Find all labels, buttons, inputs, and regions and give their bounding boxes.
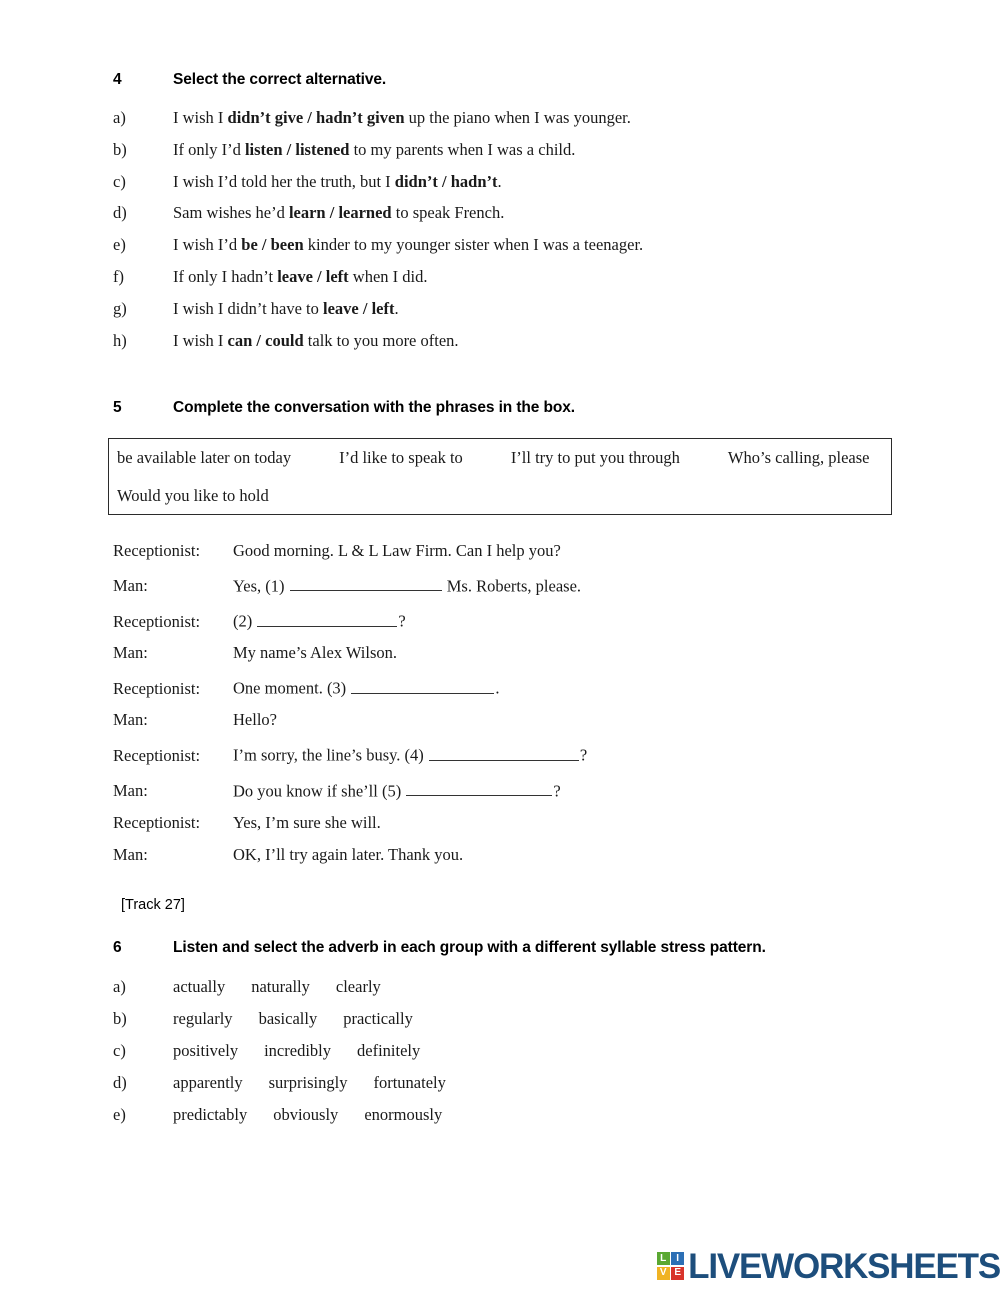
item-letter: d) xyxy=(113,1073,127,1092)
item-text[interactable] xyxy=(173,139,933,159)
dialogue-text-pre: Do you know if she’ll (5) xyxy=(233,781,406,801)
exercise-4-title: Select the correct alternative. xyxy=(173,71,387,88)
liveworksheets-logo[interactable] xyxy=(657,1244,1000,1288)
exercise-4-item xyxy=(113,171,933,191)
exercise-5-number: 5 xyxy=(113,399,122,416)
dialogue-text-pre: Yes, (1) xyxy=(233,576,289,596)
phrase-option[interactable]: Would you like to hold xyxy=(117,485,269,505)
adverb-group xyxy=(173,1011,933,1028)
exercise-6-heading xyxy=(113,939,943,957)
dialogue-speaker: Receptionist: xyxy=(113,611,201,631)
item-text-pre: I wish I xyxy=(173,108,228,127)
dialogue-text xyxy=(233,812,913,832)
item-text-post: when I did. xyxy=(348,266,428,286)
item-text[interactable] xyxy=(173,205,933,222)
adverb-option[interactable]: positively xyxy=(173,1041,239,1060)
adverb-option[interactable]: practically xyxy=(343,1009,413,1028)
phrase-bank-row xyxy=(117,485,883,505)
dialogue-text xyxy=(233,844,913,864)
adverb-option[interactable]: predictably xyxy=(173,1105,248,1124)
adverb-option[interactable]: fortunately xyxy=(373,1073,446,1092)
dialogue-text-pre: Good morning. L & L Law Firm. Can I help you? xyxy=(233,541,561,560)
dialogue-speaker: Receptionist: xyxy=(113,541,201,560)
item-text[interactable] xyxy=(173,171,933,191)
exercise-6-item xyxy=(113,1043,933,1060)
item-letter: a) xyxy=(113,108,126,127)
logo-wordmark: LIVEWORKSHEETS xyxy=(688,1246,1000,1286)
dialogue-text-pre: Yes, I’m sure she will. xyxy=(233,812,381,832)
exercise-6-item xyxy=(113,1075,933,1092)
item-text-post: . xyxy=(394,298,399,318)
dialogue-text-pre: (2) xyxy=(233,611,257,631)
exercise-4-item xyxy=(113,330,933,350)
item-text-pre: If only I’d xyxy=(173,139,245,159)
exercise-4-number: 4 xyxy=(113,71,122,88)
dialogue-line xyxy=(113,744,913,764)
item-letter: b) xyxy=(113,139,127,159)
exercise-6-item xyxy=(113,1011,933,1028)
exercise-4-item xyxy=(113,237,933,254)
adverb-group xyxy=(173,1107,933,1124)
dialogue-speaker: Receptionist: xyxy=(113,678,201,698)
dialogue-line xyxy=(113,575,913,595)
dialogue-text-post: Ms. Roberts, please. xyxy=(442,576,582,596)
item-letter: h) xyxy=(113,330,127,350)
dialogue-line xyxy=(113,712,913,729)
dialogue-text xyxy=(233,645,913,662)
dialogue-line xyxy=(113,780,913,800)
item-text[interactable] xyxy=(173,298,933,318)
adverb-option[interactable]: enormously xyxy=(364,1105,443,1124)
adverb-option[interactable]: definitely xyxy=(357,1041,421,1060)
phrase-bank-box xyxy=(108,438,892,515)
phrase-option[interactable]: be available later on today xyxy=(117,448,292,467)
item-text-pre: I wish I xyxy=(173,330,228,350)
adverb-option[interactable]: incredibly xyxy=(264,1041,331,1060)
adverb-option[interactable]: regularly xyxy=(173,1009,233,1028)
dialogue-line xyxy=(113,610,913,630)
dialogue-line xyxy=(113,543,913,560)
item-letter: f) xyxy=(113,266,124,286)
exercise-4-items xyxy=(113,110,933,364)
tile-letter-e: E xyxy=(671,1267,684,1280)
dialogue-text xyxy=(233,780,913,800)
dialogue-speaker: Man: xyxy=(113,643,148,663)
dialogue-text-post: ? xyxy=(553,781,561,801)
item-text[interactable] xyxy=(173,266,933,286)
item-letter: b) xyxy=(113,1009,127,1028)
dialogue-text xyxy=(233,712,913,729)
dialogue-speaker: Receptionist: xyxy=(113,745,201,765)
exercise-4-heading xyxy=(113,71,913,89)
item-alternatives[interactable]: can / could xyxy=(227,330,304,350)
item-alternatives[interactable]: learn / learned xyxy=(288,203,392,223)
dialogue-text xyxy=(233,610,913,630)
dialogue-speaker: Man: xyxy=(113,844,148,864)
dialogue-line xyxy=(113,844,913,864)
dialogue-text-post: ? xyxy=(398,611,406,631)
answer-blank-5[interactable] xyxy=(406,780,552,797)
tile-letter-i: I xyxy=(671,1252,684,1265)
exercise-4-item xyxy=(113,298,933,318)
dialogue-line xyxy=(113,812,913,832)
item-text-post: kinder to my younger sister when I was a teenager. xyxy=(303,235,644,255)
answer-blank-1[interactable] xyxy=(290,575,442,592)
phrase-option[interactable]: I’d like to speak to xyxy=(339,448,463,467)
dialogue-text xyxy=(233,744,913,764)
dialogue-speaker: Receptionist: xyxy=(113,812,201,832)
phrase-bank-row xyxy=(117,450,883,467)
item-text-post: talk to you more often. xyxy=(303,330,459,350)
answer-blank-4[interactable] xyxy=(429,744,579,761)
dialogue-text xyxy=(233,543,913,560)
item-text-pre: I wish I didn’t have to xyxy=(173,298,324,318)
item-letter: d) xyxy=(113,203,127,223)
adverb-group xyxy=(173,1043,933,1060)
dialogue-speaker: Man: xyxy=(113,710,148,730)
item-text[interactable] xyxy=(173,110,933,127)
item-letter: g) xyxy=(113,298,127,318)
adverb-option[interactable]: obviously xyxy=(273,1105,339,1124)
exercise-5-heading xyxy=(113,399,933,417)
item-alternatives[interactable]: didn’t give / hadn’t given xyxy=(227,108,405,127)
exercise-5-title: Complete the conversation with the phrases in the box. xyxy=(173,399,575,416)
adverb-option[interactable]: naturally xyxy=(251,977,310,996)
item-letter: c) xyxy=(113,171,126,191)
item-text-pre: Sam wishes he’d xyxy=(173,203,289,223)
item-letter: e) xyxy=(113,235,126,255)
adverb-group xyxy=(173,979,933,996)
item-text[interactable] xyxy=(173,330,933,350)
dialogue-speaker: Man: xyxy=(113,576,148,596)
item-text-post: to speak French. xyxy=(391,203,505,223)
adverb-option[interactable]: surprisingly xyxy=(268,1073,348,1092)
dialogue-text-pre: My name’s Alex Wilson. xyxy=(233,643,398,663)
adverb-option[interactable]: apparently xyxy=(173,1073,243,1092)
dialogue-text-post: . xyxy=(495,678,500,698)
exercise-4-item xyxy=(113,139,933,159)
exercise-6-title: Listen and select the adverb in each group with a different syllable stress pattern. xyxy=(173,939,766,956)
adverb-option[interactable]: actually xyxy=(173,977,226,996)
dialogue-line xyxy=(113,645,913,662)
exercise-4-item xyxy=(113,205,933,222)
adverb-option[interactable]: clearly xyxy=(335,977,381,996)
phrase-option[interactable]: Who’s calling, please xyxy=(727,448,870,467)
item-text-pre: I wish I’d told her the truth, but I xyxy=(173,171,395,191)
item-alternatives[interactable]: didn’t / hadn’t xyxy=(394,171,498,191)
dialogue-text-pre: OK, I’ll try again later. Thank you. xyxy=(233,844,464,864)
exercise-6-item xyxy=(113,1107,933,1124)
dialogue-text-pre: Hello? xyxy=(233,710,277,730)
exercise-4-item xyxy=(113,266,933,286)
live-tiles-icon xyxy=(657,1252,685,1280)
track-label: [Track 27] xyxy=(121,897,185,913)
item-alternatives[interactable]: leave / left xyxy=(277,266,349,286)
tile-letter-v: V xyxy=(657,1267,670,1280)
item-text[interactable] xyxy=(173,237,933,254)
exercise-6-item xyxy=(113,979,933,996)
item-alternatives[interactable]: be / been xyxy=(241,235,304,255)
item-text-post: . xyxy=(497,171,502,191)
item-alternatives[interactable]: leave / left xyxy=(323,298,395,318)
dialogue-text-pre: I’m sorry, the line’s busy. (4) xyxy=(233,745,428,765)
dialogue-text xyxy=(233,575,913,595)
dialogue-list xyxy=(113,543,913,878)
item-text-post: to my parents when I was a child. xyxy=(349,139,576,159)
item-text-pre: If only I hadn’t xyxy=(173,266,278,286)
dialogue-text-pre: One moment. (3) xyxy=(233,678,351,698)
exercise-6-number: 6 xyxy=(113,939,122,956)
exercise-4-item xyxy=(113,110,933,127)
exercise-6-items xyxy=(113,979,933,1139)
item-text-pre: I wish I’d xyxy=(173,235,242,255)
tile-letter-l: L xyxy=(657,1252,670,1265)
dialogue-text-post: ? xyxy=(579,745,588,765)
item-letter: a) xyxy=(113,977,126,996)
dialogue-text xyxy=(233,677,913,697)
answer-blank-2[interactable] xyxy=(257,610,397,627)
item-text-post: up the piano when I was younger. xyxy=(404,108,631,127)
item-letter: c) xyxy=(113,1041,126,1060)
dialogue-line xyxy=(113,677,913,697)
dialogue-speaker: Man: xyxy=(113,781,148,801)
answer-blank-3[interactable] xyxy=(351,677,494,694)
adverb-group xyxy=(173,1075,933,1092)
adverb-option[interactable]: basically xyxy=(258,1009,318,1028)
phrase-option[interactable]: I’ll try to put you through xyxy=(510,448,680,467)
item-letter: e) xyxy=(113,1105,126,1124)
item-alternatives[interactable]: listen / listened xyxy=(244,139,350,159)
